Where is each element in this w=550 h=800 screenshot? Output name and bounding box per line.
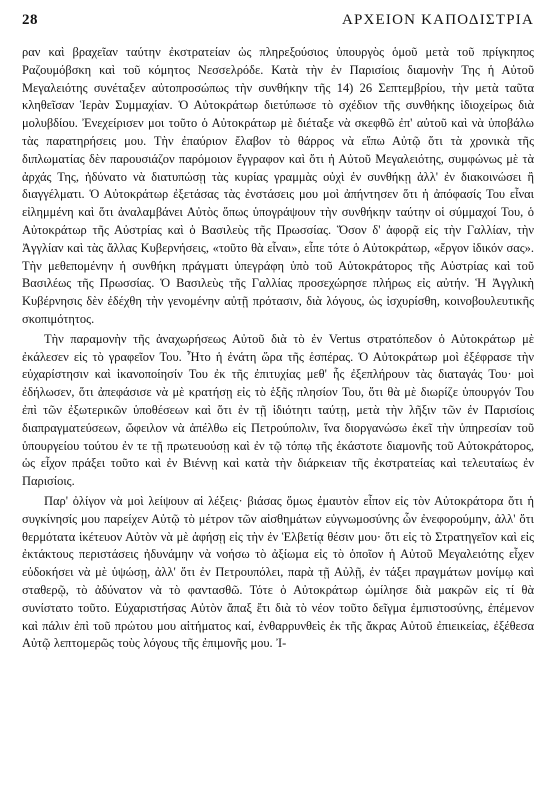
paragraph-3: Παρ' ὀλίγον νὰ μοὶ λείψουν αἱ λέξεις· βιάσας ὅμως ἐμαυτὸν εἶπον εἰς τὸν Αὐτοκράτορα ὅτι ἡ συγκίνησίς μου παρείχεν Αὐτῷ τὸ μέτρον τῶν αἰσθημάτων εὐγνωμοσύνης ὧν ἐνεφορούμην, ἀλλ' ὅτι θερμότατα ἱκέτευον Αὐτὸν νὰ μὲ ἀφήσῃ εἰς τὴν ἐν Ἑλβετίᾳ θέσιν μου· ὅτι εἰς τὸ Στρατηγεῖον καὶ εἰς ἐκτάκτους περιστάσεις ἠδυνάμην νὰ νοήσω τὸ ἀξίωμα εἰς τὸ ὁποῖον ἡ Αὐτοῦ Μεγαλειότης εἶχεν εὐδοκήσει νὰ μὲ ὑψώσῃ, ἀλλ' ὅτι ἐν Πετρουπόλει, παρὰ τῇ Αὐλῇ, ἐν τάξει πραγμάτων μονίμῳ καὶ σταθερῷ, τὸ ἀδύνατον νὰ τὸ φαντασθῶ. Τότε ὁ Αὐτοκράτωρ ὡμίλησε διὰ μακρῶν εἰς τί θὰ συνίστατο τοῦτο. Εὐχαριστήσας Αὐτὸν ἅπαξ ἔτι διὰ τὸ νέον τοῦτο δεῖγμα ἐμπιστοσύνης, ἐπέμενον καὶ πάλιν ἐπὶ τοῦ πρώτου μου αἰτήματος καί, ἐνθαρρυνθεὶς ἐκ τῆς ἄκρας Αὐτοῦ ἐπιεικείας, ἐξέθεσα Αὐτῷ λεπτομερῶς τοὺς λόγους τῆς ἐπιμονῆς μου. Ἰ- xyxy=(22,493,534,651)
running-title: ΑΡΧΕΙΟΝ ΚΑΠΟΔΙΣΤΡΙΑ xyxy=(341,12,534,28)
paragraph-1: ραν καὶ βραχεῖαν ταύτην ἐκστρατείαν ὡς πληρεξούσιος ὑπουργὸς ὁμοῦ μετὰ τοῦ πρίγκηπος Ραζουμόβσκη καὶ τοῦ κόμητος Νεσσελρόδε. Κατὰ τὴν ἐν Παρισίοις διαμονὴν Της ἡ Αὐτοῦ Μεγαλειότης συνέταξεν αὐτοπροσώπως τὴν συνθήκην τῆς 14) 26 Σεπτεμβρίου, τὴν μετὰ ταῦτα κληθεῖσαν Ἱερὰν Συμμαχίαν. Ὁ Αὐτοκράτωρ διετύπωσε τὸ σχέδιον τῆς συνθήκης ἰδιοχείρως διὰ μολυβδίου. Ἐνεχείρισεν μοι τοῦτο ὁ Αὐτοκράτωρ μὲ διέταξε νὰ σκεφθῶ ἐπ' αὐτοῦ καὶ νὰ ὑποβάλω τὰς παρατηρήσεις μου. Τὴν ἐπαύριον ἔλαβον τὸ θάρρος νὰ εἴπω Αὐτῷ ὅτι τὰ χρονικὰ τῆς διπλωματίας δὲν παρουσιάζον παρόμοιον ἔγγραφον καὶ ὅτι ἡ Αὐτοῦ Μεγαλειότης, συμφώνως μὲ τὰ ἀρχάς Της, ἠδύνατο νὰ διατυπώσῃ τὰς κυρίας γραμμὰς οὐχὶ ἐν συνθήκῃ ἀλλ' ἐν διακοινώσει ἢ διαγγέλματι. Ὁ Αὐτοκράτωρ ἐξετάσας τὰς ἐνστάσεις μου μοὶ ἀπήντησεν ὅτι ἡ ἀπόφασίς Του εἶναι εἰλημμένη καὶ ὅτι ἀναλαμβάνει Αὐτὸς ὅπως ὑπογράψουν τὴν συνθήκην ταύτην οἱ σύμμαχοί Του, ὁ Αὐτοκράτωρ τῆς Αὐστρίας καὶ ὁ Βασιλεὺς τῆς Πρωσσίας. Ὅσον δ' ἀφορᾷ εἰς τὴν Γαλλίαν, τὴν Ἀγγλίαν καὶ τὰς ἄλλας Κυβερνήσεις, «τοῦτο θὰ εἶναι», εἶπε τότε ὁ Αὐτοκράτωρ, «ἔργον ἰδικόν σας». Τὴν μεθεπομένην ἡ συνθήκη πράγματι ὑπεγράφη ὑπὸ τοῦ Αὐτοκράτορος τῆς Αὐστρίας καὶ τοῦ Βασιλέως τῆς Πρωσσίας. Ὁ Βασιλεὺς τῆς Γαλλίας προσεχώρησε πλήρως εἰς αὐτήν. Ἡ Ἀγγλικὴ Κυβέρνησις δὲν ἐδέχθη τὴν γενομένην αὐτῇ πρότασιν, διὰ λόγους, ὡς ἰσχυρίσθη, κοινοβουλευτικῆς σκοπιμότητος. xyxy=(22,45,534,326)
paragraph-2: Τὴν παραμονὴν τῆς ἀναχωρήσεως Αὐτοῦ διὰ τὸ ἐν Vertus στρατόπεδον ὁ Αὐτοκράτωρ μὲ ἐκάλεσεν εἰς τὸ γραφεῖον Του. Ἦτο ἡ ἐνάτη ὥρα τῆς ἑσπέρας. Ὁ Αὐτοκράτωρ μοὶ ἐξέφρασε τὴν εὐχαρίστησιν καὶ ἱκανοποίησίν Του ἐκ τῆς ἐπιτυχίας μεθ' ἧς ἐξεπλήρουν τὰς διαταγάς Του· μοὶ ἐδήλωσεν, ὅτι ἀπεφάσισε νὰ μὲ κρατήσῃ εἰς τὸ ἑξῆς πλησίον Του, ὅτι θὰ μὲ διωρίζε ὑπουργόν Του ἐπὶ τῶν ἐξωτερικῶν ὑποθέσεων καὶ ὅτι ἐν τῇ ἰδιότητι ταύτῃ, μετὰ τὴν λῆξιν τῶν ἐν Παρισίοις διαπραγματεύσεων, ὤφειλον νὰ ἀπέλθω εἰς Πετρούπολιν, ἵνα διοργανώσω ἐκεῖ τὴν ὑπηρεσίαν τοῦ ὑπουργείου τούτου ἐν τε τῇ πρωτευούσῃ καὶ ἐν τῷ τόπῳ τῆς ἑκάστοτε διαμονῆς τοῦ Αὐτοκράτορος, ὡς εἶχον πράξει τοῦτο καὶ ἐν Βιέννῃ καὶ κατὰ τὴν διάρκειαν τῆς ἐκστρατείας καὶ τελευταίως ἐν Παρισίοις. xyxy=(22,331,534,489)
page-number: 28 xyxy=(22,12,38,28)
page-header xyxy=(22,12,534,34)
